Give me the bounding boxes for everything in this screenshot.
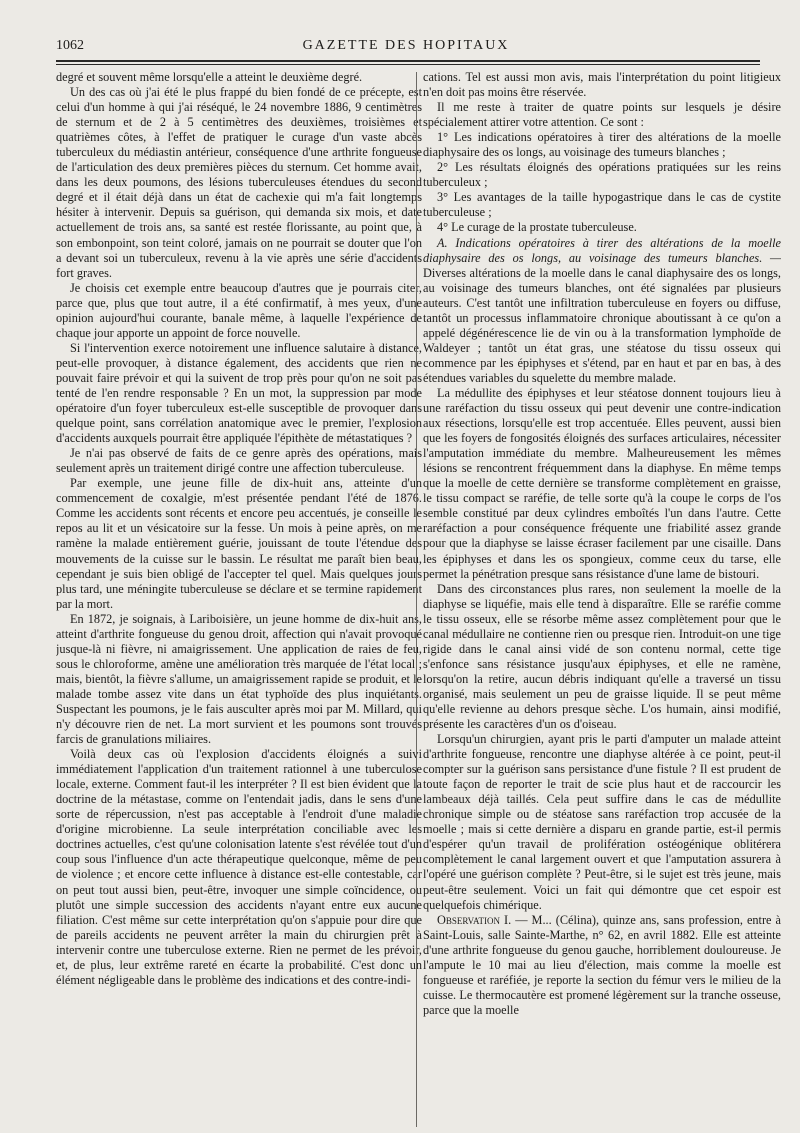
observation-text: — M... (Célina), quinze ans, sans profession, entre à Saint-Louis, salle Sainte-Marthe, n° 62, en avril 1882. Elle est atteinte d'une arthrite fongueuse du genou gauche, horriblement douloureuse. Je l'ampute le 10 mai au lieu d'élection, mais comme la moelle est fongueuse et raréfiée, je reporte la section du fémur vers le milieu de la cuisse. Le thermocautère est promené légèrement sur la tranche osseuse, parce que la moelle: [423, 912, 781, 1017]
paragraph: Je choisis cet exemple entre beaucoup d'autres que je pourrais citer, parce que, plus que tout autre, il a été confirmatif, à mes yeux, d'une opinion aujourd'hui courante, banale même, à laquelle l'expérience de chaque jour apporte un appoint de force nouvelle.: [56, 280, 422, 340]
page-number: 1062: [56, 38, 84, 53]
paragraph: Je n'ai pas observé de faits de ce genre après des opérations, mais seulement après un traitement dirigé contre une affection tuberculeuse.: [56, 446, 422, 476]
paragraph: Si l'intervention exerce notoirement une influence salutaire à distance, peut-elle provoquer, à distance également, des accidents que rien ne pouvait faire prévoir et qui la suivent de trop près pour qu'on ne soit pas tenté de l'en rendre responsable ? En un mot, la suppression par mode opératoire d'un foyer tuberculeux est-elle susceptible de provoquer dans quelque point, sans corrélation anatomique avec le premier, l'explosion d'accidents auxquels pourrait être appliquée l'épithète de métastatiques ?: [56, 340, 422, 446]
paragraph: En 1872, je soignais, à Lariboisière, un jeune homme de dix-huit ans, atteint d'arthrite fongueuse du genou droit, affection qui n'avait provoqué jusque-là ni fièvre, ni amaigrissement. Une application de raies de feu, sous le chloroforme, amène une amélioration très marquée de l'état local ; mais, bientôt, la fièvre s'allume, un amaigrissement rapide se produit, et le malade tombe assez vite dans un état typhoïde des plus inquiétants. Suspectant les poumons, je le fais ausculter après moi par M. Millard, qui n'y découvre rien de net. La mort survient et les poumons sont trouvés farcis de granulations miliaires.: [56, 611, 422, 747]
paragraph: Il me reste à traiter de quatre points sur lesquels je désire spécialement attirer votre attention. Ce sont :: [423, 100, 781, 130]
list-item: 1° Les indications opératoires à tirer des altérations de la moelle diaphysaire des os longs, au voisinage des tumeurs blanches ;: [423, 130, 781, 160]
left-column: [56, 70, 422, 1127]
paragraph: cations. Tel est aussi mon avis, mais l'interprétation du point litigieux n'en doit pas moins être réservée.: [423, 70, 781, 100]
page-header: [52, 38, 760, 60]
observation-label: Observation I.: [437, 912, 512, 927]
paragraph: Par exemple, une jeune fille de dix-huit ans, atteinte d'un commencement de coxalgie, m'est présentée pendant l'été de 1876. Comme les accidents sont récents et encore peu accentués, je conseille le repos au lit et un vésicatoire sur la fesse. Un mois à peine après, on me ramène la malade entièrement guérie, jouissant de toute l'étendue des mouvements de la cuisse sur le bassin. Le résultat me paraît bien beau, cependant je suis bien obligé de l'accepter tel quel. Mais quelques jours plus tard, une méningite tuberculeuse se déclare et se termine rapidement par la mort.: [56, 476, 422, 611]
paragraph: La médullite des épiphyses et leur stéatose donnent toujours lieu à une raréfaction du tissu osseux qui peut devenir une contre-indication aux résections, lorsqu'elle est trop accentuée. Elles peuvent, aussi bien que les foyers de fongosités éloignés des surfaces articulaires, nécessiter l'amputation immédiate du membre. Malheureusement les mêmes lésions se rencontrent fréquemment dans la diaphyse. En même temps que la moelle de cette dernière se transforme complètement en graisse, le tissu compact se raréfie, de telle sorte qu'à la coupe le corps de l'os semble constitué par deux cylindres emboîtés l'un dans l'autre. Cette raréfaction a pour conséquence fréquente une friabilité assez grande pour que la diaphyse se laisse écraser facilement par une cisaille. Dans les épiphyses et dans les os spongieux, comme ceux du tarse, elle permet la pénétration presque sans résistance d'une lame de bistouri.: [423, 385, 781, 581]
paragraph: Voilà deux cas où l'explosion d'accidents éloignés a suivi immédiatement l'application d'un traitement rationnel à une tuberculose locale, externe. Comment faut-il les interpréter ? Il est bien évident que la doctrine de la métastase, comme on l'entendait jadis, dans le sens d'une sorte de répercussion, n'est pas acceptable à l'endroit d'une maladie d'origine microbienne. La seule interprétation conciliable avec les doctrines actuelles, c'est qu'une colonisation latente s'est révélée tout d'un coup sous l'influence d'un acte thérapeutique quelconque, même de peu de violence ; et encore cette influence à distance est-elle contestable, car on peut tout aussi bien, peut-être, invoquer une simple coïncidence, ou plutôt une simple succession des accidents n'ayant entre eux aucune filiation. C'est même sur cette interprétation qu'on s'appuie pour dire que de pareils accidents ne peuvent arrêter la main du chirurgien prêt à intervenir contre une tuberculose externe. Rien ne permet de les prévoir, et, de plus, leur extrême rareté en écarte la probabilité. C'est donc un élément négligeable dans le problème des indications et des contre-indi-: [56, 747, 422, 987]
section-a-title: A. Indications opératoires à tirer des altérations de la moelle diaphysaire des os longs, au voisinage des tumeurs blanches. —: [423, 235, 781, 265]
right-column: [423, 70, 781, 1127]
list-item: 3° Les avantages de la taille hypogastrique dans le cas de cystite tuberculeuse ;: [423, 190, 781, 220]
list-item: 4° Le curage de la prostate tuberculeuse.: [437, 220, 637, 235]
paragraph: degré et souvent même lorsqu'elle a atteint le deuxième degré.: [56, 70, 363, 84]
section-a-text: Diverses altérations de la moelle dans le canal diaphysaire des os longs, au voisinage des tumeurs blanches, ont été signalées par plusieurs auteurs. C'est tantôt une infiltration tuberculeuse en foyers ou diffuse, tantôt un processus inflammatoire chronique aboutissant à ce qu'on a appelé dégénérescence lie de vin ou à la transformation lymphoïde de Waldeyer ; tantôt un état gras, une stéatose du tissu osseux qui commence par les épiphyses et s'étend, par en haut et par en bas, à des étendues variables du squelette du membre malade.: [423, 265, 781, 385]
column-divider: [416, 72, 417, 1127]
paragraph: Dans des circonstances plus rares, non seulement la moelle de la diaphyse se liquéfie, mais elle tend à disparaître. Elle se raréfie comme le tissu osseux, elle se résorbe même assez complètement pour que le canal médullaire ne contienne rien ou presque rien. Introduit-on une tige rigide dans le canal ainsi vidé de son contenu normal, cette tige s'enfonce sans résistance jusqu'aux épiphyses, et elle ne ramène, lorsqu'on la retire, aucun débris indiquant qu'elle a traversé un tissu organisé, mais seulement un peu de graisse liquide. Il se peut même qu'elle revienne au dehors presque sèche. L'os humain, ainsi modifié, présente les caractères d'un os d'oiseau.: [423, 581, 781, 732]
section-a: [423, 236, 781, 386]
paragraph: Un des cas où j'ai été le plus frappé du bien fondé de ce précepte, est celui d'un homme à qui j'ai réséqué, le 24 novembre 1886, 9 centimètres de sternum et de 2 à 5 centimètres des deuxièmes, troisièmes et quatrièmes côtes, à l'effet de pratiquer le curage d'un vaste abcès tuberculeux du médiastin antérieur, conséquence d'une arthrite fongueuse de l'articulation des deux premières pièces du sternum. Cet homme avait, dans les deux poumons, des lésions tuberculeuses étendues du second degré et il était déjà dans un état de cachexie qui m'a fait longtemps hésiter à intervenir. Depuis sa guérison, qui demanda six mois, et date actuellement de trois ans, sa santé est restée florissante, au point que, à son embonpoint, son teint coloré, jamais on ne pourrait se douter que l'on a devant soi un tuberculeux, revenu à la vie après une série d'accidents fort graves.: [56, 85, 422, 280]
header-rule-thick: [56, 60, 760, 62]
observation: [423, 913, 781, 1018]
header-rule-thin: [56, 64, 760, 65]
paragraph: Lorsqu'un chirurgien, ayant pris le parti d'amputer un malade atteint d'arthrite fongueuse, rencontre une diaphyse altérée à ce point, peut-il compter sur la guérison sans persistance d'une fistule ? Il est prudent de toute façon de reporter le trait de scie plus haut et de raccourcir les lambeaux déjà taillés. Cela peut suffire dans le cas de médullite chronique simple ou de stéatose sans raréfaction trop accusée de la moelle ; mais si cette dernière a disparu en grande partie, est-il permis d'espérer qu'un travail de prolifération ostéogénique oblitérera complètement le canal largement ouvert et que l'amputation assurera à l'opéré une guérison complète ? Peut-être, si le sujet est très jeune, mais peut-être seulement. Voici un fait qui démontre que cet espoir est quelquefois chimérique.: [423, 732, 781, 912]
journal-title: GAZETTE DES HOPITAUX: [302, 38, 510, 53]
list-item: 2° Les résultats éloignés des opérations pratiquées sur les reins tuberculeux ;: [423, 160, 781, 190]
